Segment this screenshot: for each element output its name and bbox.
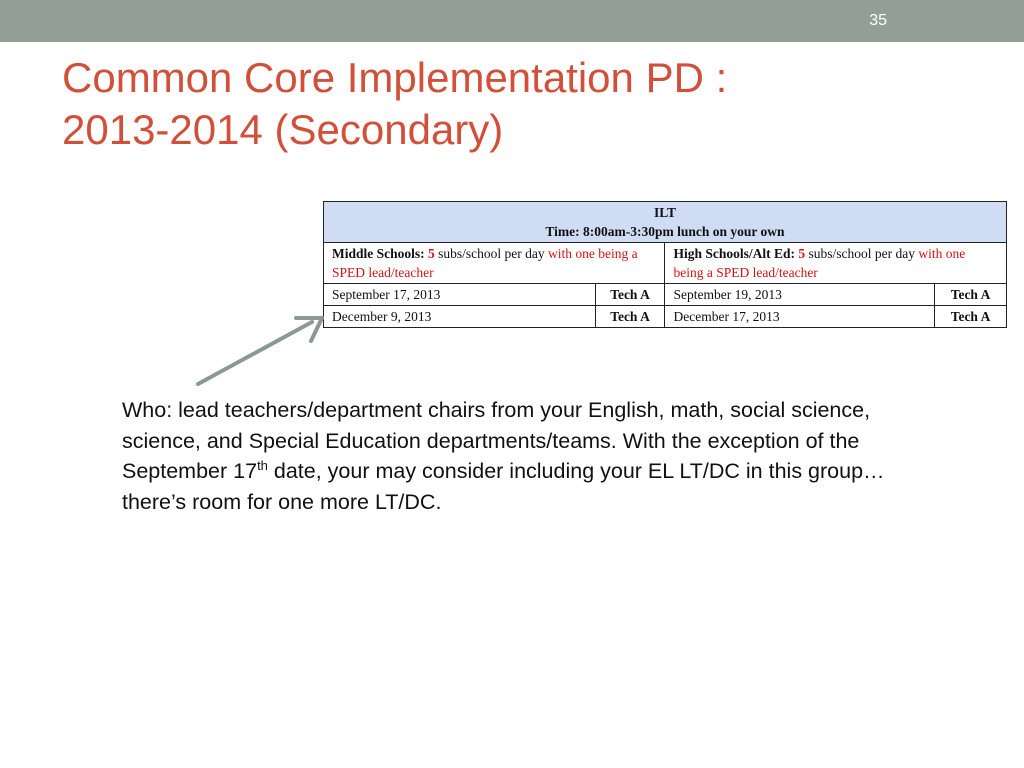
who-text-part1: Who: lead teachers/department chairs from your English, math, social science, science, and Special Education departments/teams. With the exception of the September 17	[122, 398, 871, 483]
high-schools-label: High Schools/Alt Ed:	[673, 246, 796, 261]
hs-date: December 17, 2013	[665, 306, 935, 328]
ms-date: September 17, 2013	[324, 284, 596, 306]
slide-number: 35	[869, 12, 887, 29]
high-schools-note: with one being a SPED lead/teacher	[673, 246, 966, 280]
arrow-shaft	[198, 322, 312, 384]
high-schools-detail: subs/school per day	[805, 246, 919, 261]
middle-schools-count: 5	[428, 246, 435, 261]
hs-date: September 19, 2013	[665, 284, 935, 306]
ms-date: December 9, 2013	[324, 306, 596, 328]
middle-schools-detail: subs/school per day	[434, 246, 548, 261]
hs-tech: Tech A	[935, 284, 1007, 306]
ordinal-suffix: th	[257, 457, 268, 473]
header-time: Time: 8:00am-3:30pm lunch on your own	[545, 224, 785, 239]
who-text-part2: date, your may consider including your EL LT/DC in this group… there’s room for one more LT/DC.	[122, 459, 885, 514]
high-schools-count: 5	[798, 246, 806, 261]
title-line-2: 2013-2014 (Secondary)	[62, 106, 504, 153]
middle-schools-note: with one being a SPED lead/teacher	[332, 246, 638, 280]
hs-tech: Tech A	[935, 306, 1007, 328]
middle-schools-label: Middle Schools:	[332, 246, 425, 261]
ms-tech: Tech A	[595, 284, 665, 306]
who-paragraph	[122, 395, 942, 517]
title-line-1: Common Core Implementation PD :	[62, 54, 728, 101]
ms-tech: Tech A	[595, 306, 665, 328]
header-title: ILT	[653, 205, 677, 220]
